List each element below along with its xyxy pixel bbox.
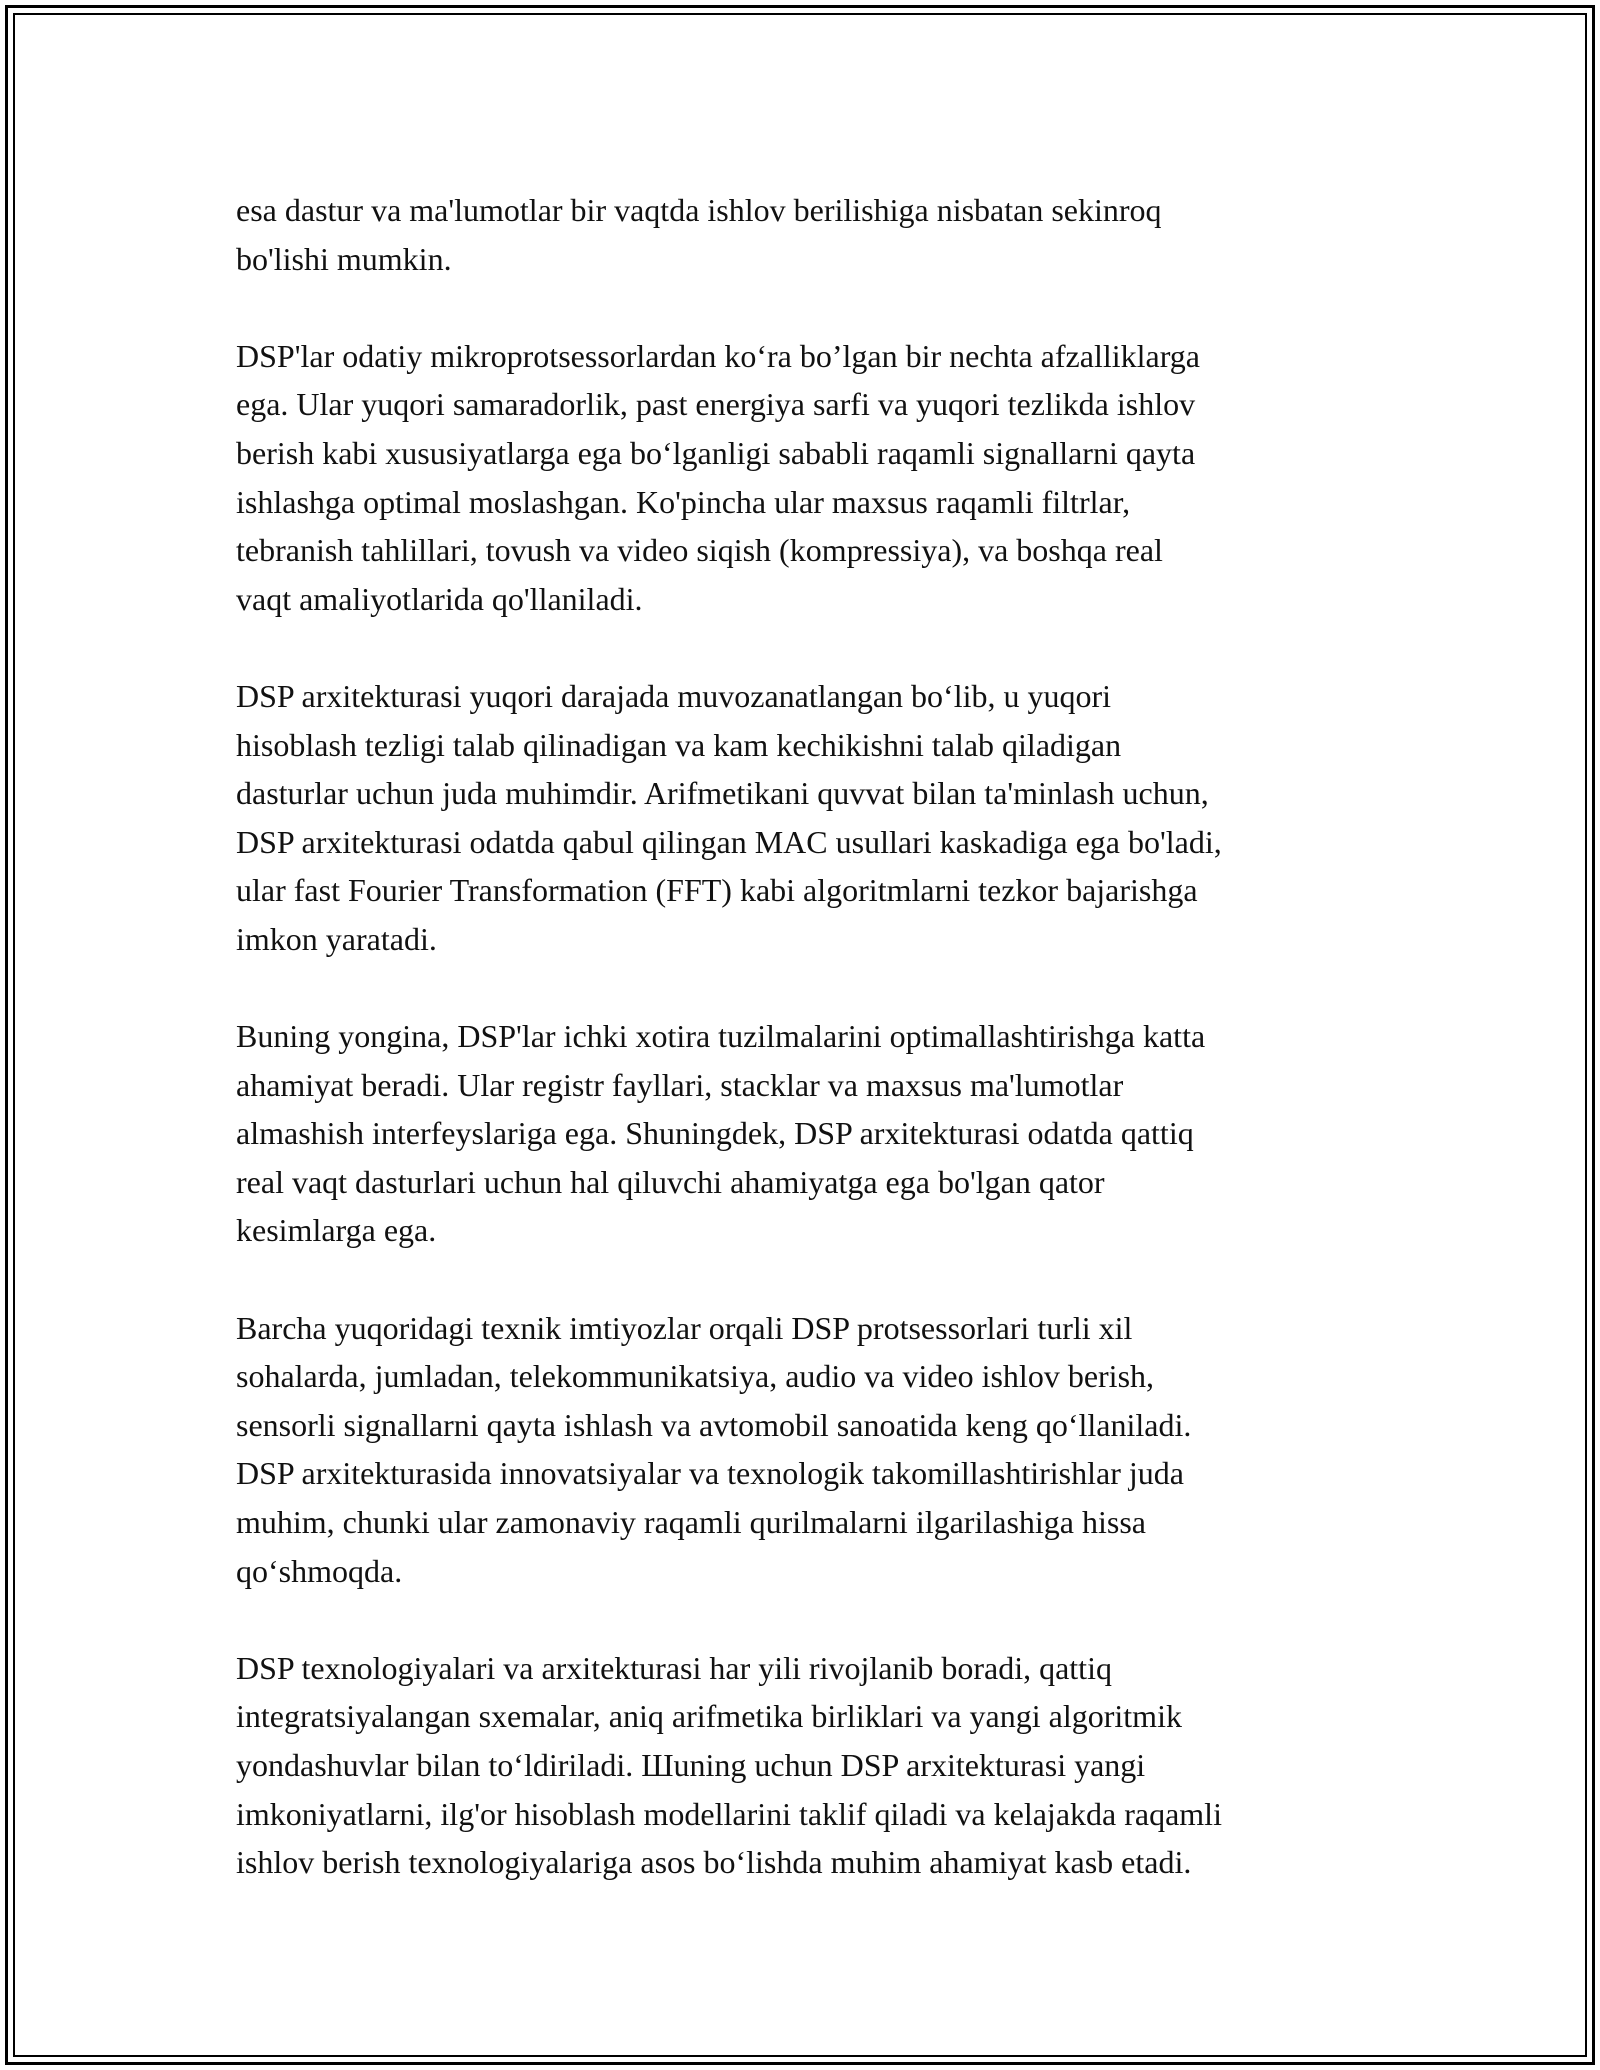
paragraph-3: DSP arxitekturasi yuqori darajada muvozanatlangan bo‘lib, u yuqori hisoblash tezligi talab qilinadigan va kam kechikishni talab qiladigan dasturlar uchun juda muhimdir. Arifmetikani quvvat bilan ta'minlash uchun, DSP arxitekturasi odatda qabul qilingan MAC usullari kaskadiga ega bo'ladi, ular fast Fourier Transformation (FFT) kabi algoritmlarni tezkor bajarishga imkon yaratadi.	[236, 677, 1222, 957]
paragraph-6: DSP texnologiyalari va arxitekturasi har yili rivojlanib boradi, qattiq integratsiyalangan sxemalar, aniq arifmetika birliklari va yangi algoritmik yondashuvlar bilan to‘ldiriladi. Шuning uchun DSP arxitekturasi yangi imkoniyatlarni, ilg'or hisoblash modellarini taklif qiladi va kelajakda raqamli ishlov berish texnologiyalariga asos bo‘lishda muhim ahamiyat kasb etadi.	[236, 1649, 1222, 1881]
document-body	[236, 186, 1386, 1935]
paragraph-4: Buning yongina, DSP'lar ichki xotira tuzilmalarini optimallashtirishga katta ahamiyat beradi. Ular registr fayllari, stacklar va maxsus ma'lumotlar almashish interfeyslariga ega. Shuningdek, DSP arxitekturasi odatda qattiq real vaqt dasturlari uchun hal qiluvchi ahamiyatga ega bo'lgan qator kesimlarga ega.	[236, 1018, 1206, 1249]
paragraph-5: Barcha yuqoridagi texnik imtiyozlar orqali DSP protsessorlari turli xil sohalarda, jumladan, telekommunikatsiya, audio va video ishlov berish, sensorli signallarni qayta ishlash va avtomobil sanoatida keng qo‘llaniladi. DSP arxitekturasida innovatsiyalar va texnologik takomillashtirishlar juda muhim, chunki ular zamonaviy raqamli qurilmalarni ilgarilashiga hissa qo‘shmoqda.	[236, 1309, 1192, 1589]
paragraph-1: esa dastur va ma'lumotlar bir vaqtda ishlov berilishiga nisbatan sekinroq bo'lishi mumkin.	[236, 192, 1162, 277]
paragraph-2: DSP'lar odatiy mikroprotsessorlardan ko‘ra bo’lgan bir nechta afzalliklarga ega. Ular yuqori samaradorlik, past energiya sarfi va yuqori tezlikda ishlov berish kabi xususiyatlarga ega bo‘lganligi sababli raqamli signallarni qayta ishlashga optimal moslashgan. Ko'pincha ular maxsus raqamli filtrlar, tebranish tahlillari, tovush va video siqish (kompressiya), va boshqa real vaqt amaliyotlarida qo'llaniladi.	[236, 337, 1200, 617]
